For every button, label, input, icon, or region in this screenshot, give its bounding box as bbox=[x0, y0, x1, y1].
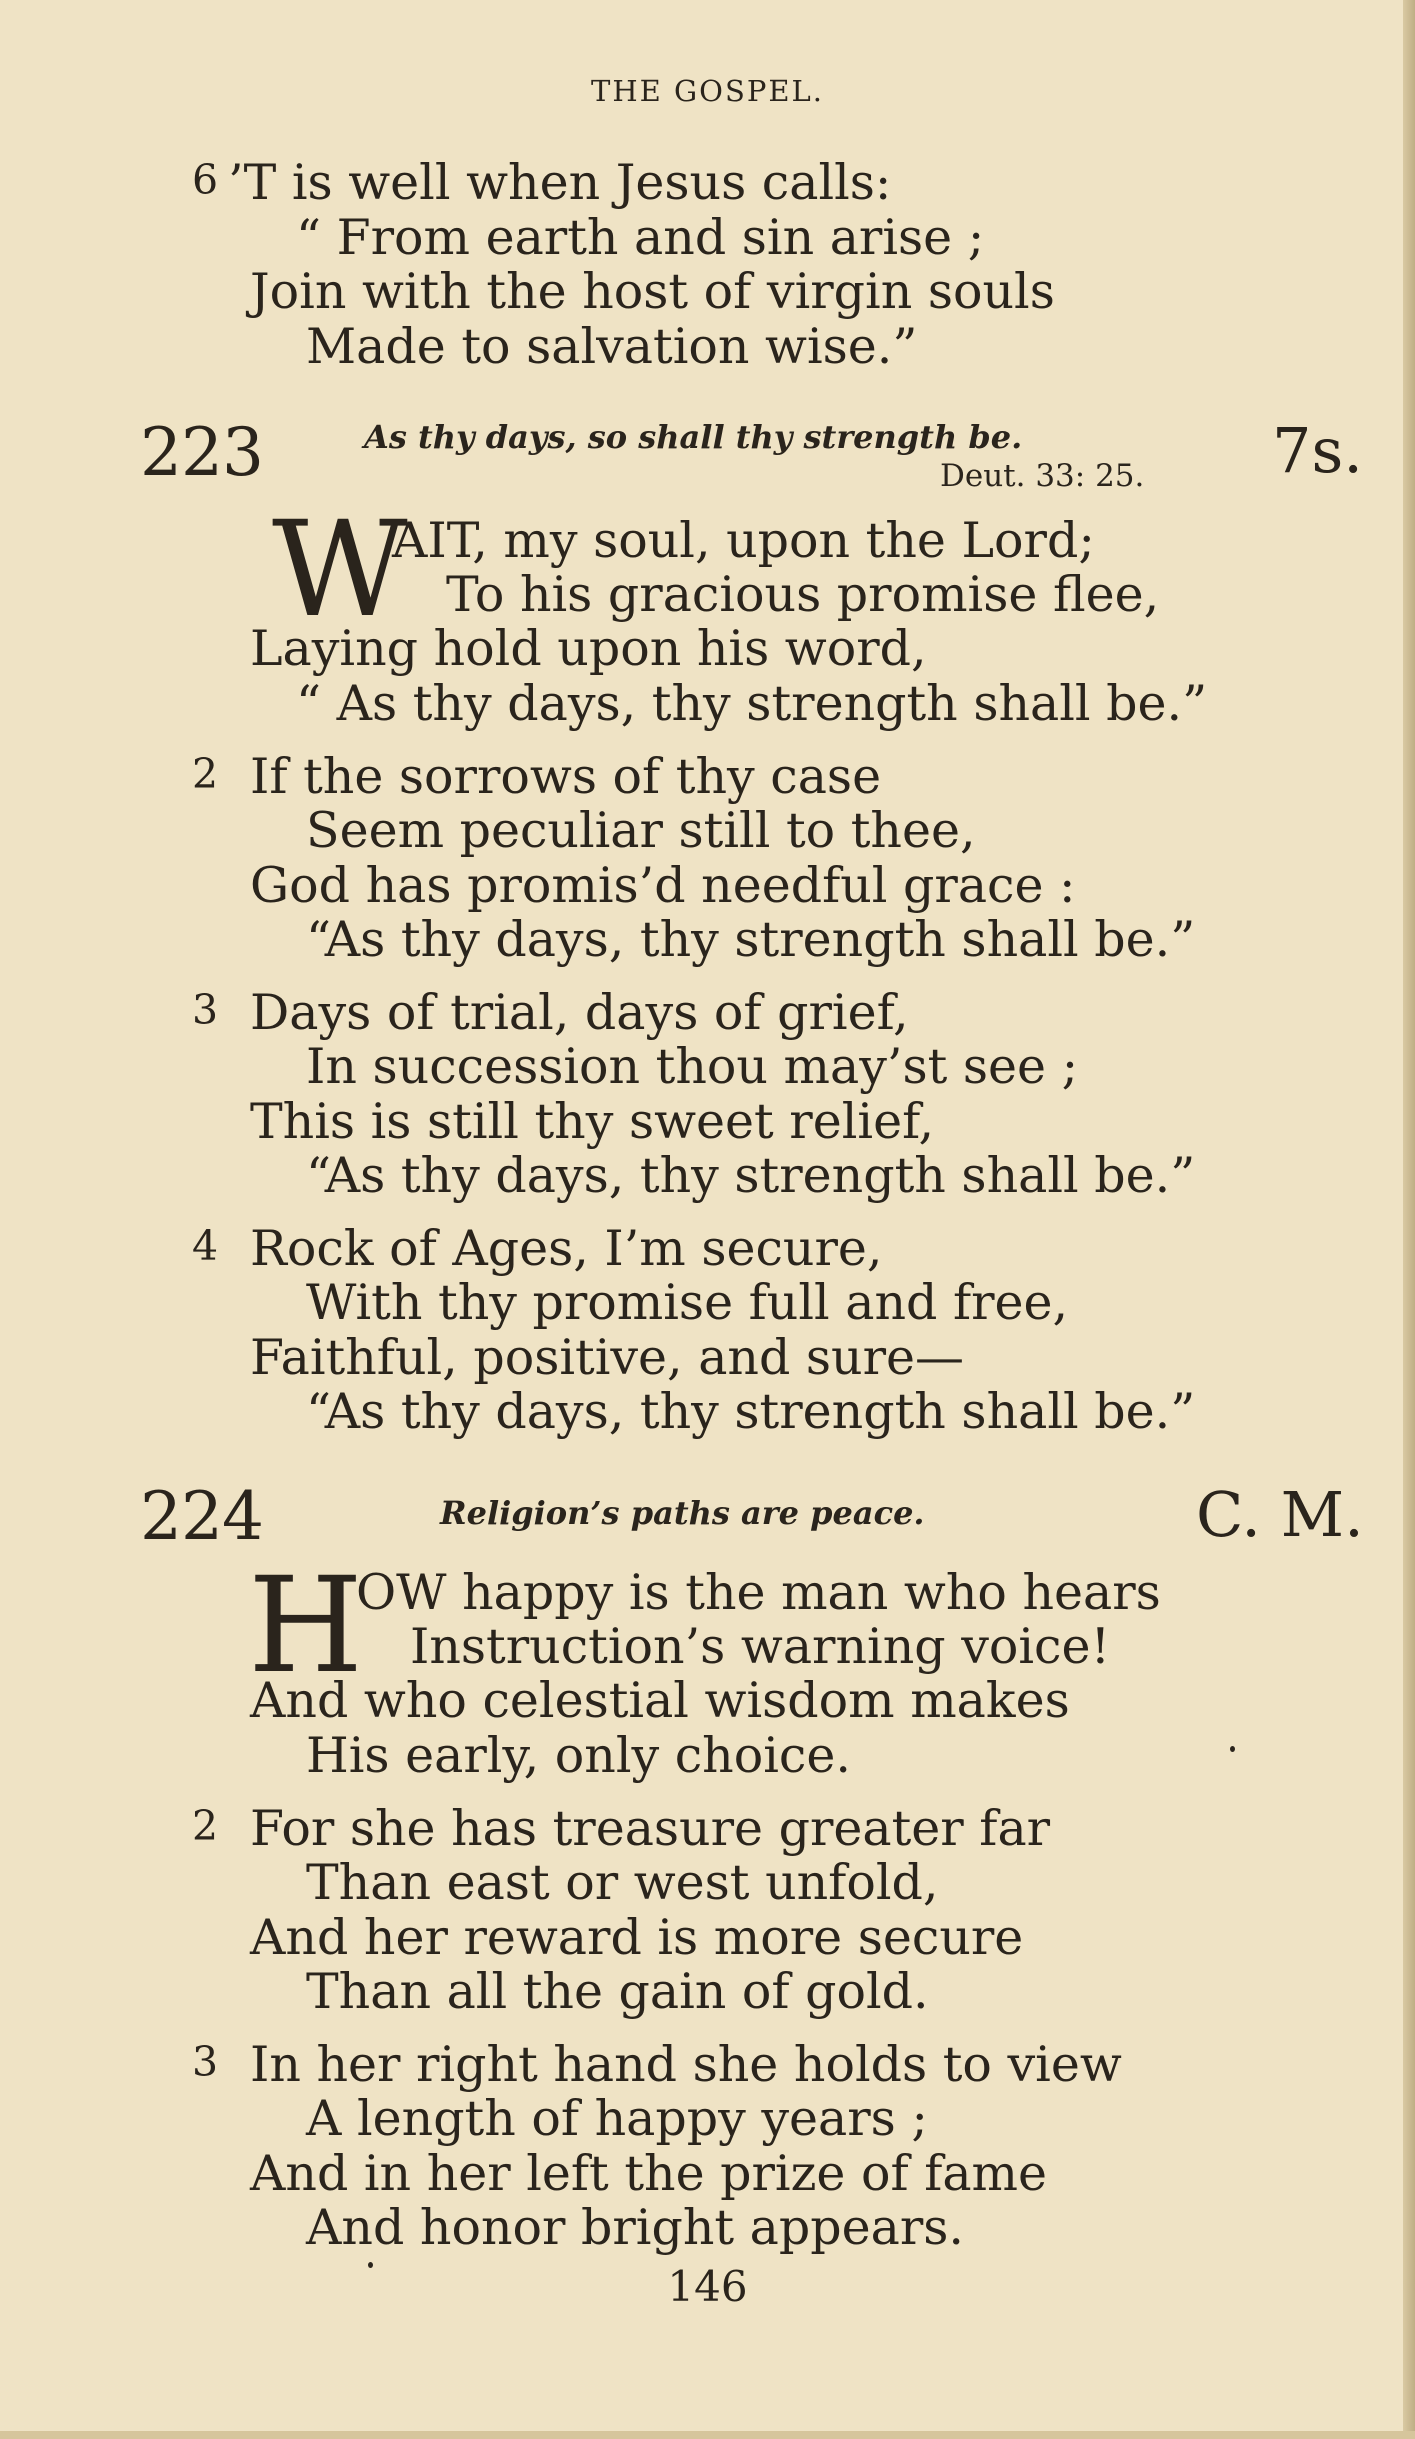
verse-line: Instruction’s warning voice! bbox=[410, 1618, 1111, 1675]
verse-line: And her reward is more secure bbox=[250, 1909, 1024, 1966]
verse-line: For she has treasure greater far bbox=[250, 1800, 1051, 1857]
verse-line: Made to salvation wise.” bbox=[306, 318, 918, 375]
stanza-number: 3 bbox=[192, 2038, 219, 2086]
stanza-number: 4 bbox=[192, 1222, 219, 1270]
hymn-meter: 7s. bbox=[1272, 414, 1363, 487]
drop-cap: W bbox=[272, 493, 408, 647]
page-edge-bottom bbox=[0, 2431, 1415, 2439]
verse-line: A length of happy years ; bbox=[306, 2090, 928, 2147]
verse-line: Laying hold upon his word, bbox=[250, 620, 927, 677]
scripture-reference: Deut. 33: 25. bbox=[940, 458, 1145, 494]
verse-line: Rock of Ages, I’m secure, bbox=[250, 1220, 883, 1277]
drop-cap: H bbox=[248, 1549, 364, 1703]
verse-line: Than east or west unfold, bbox=[306, 1854, 939, 1911]
hymn-meter: C. M. bbox=[1196, 1478, 1364, 1551]
verse-line: Join with the host of virgin souls bbox=[250, 263, 1055, 320]
verse-line: “As thy days, thy strength shall be.” bbox=[306, 1147, 1196, 1204]
stanza-number: 3 bbox=[192, 986, 219, 1034]
verse-line: Than all the gain of gold. bbox=[306, 1963, 929, 2020]
verse-line: Faithful, positive, and sure— bbox=[250, 1329, 965, 1386]
hymn-number: 223 bbox=[140, 414, 263, 491]
hymn-number: 224 bbox=[140, 1478, 263, 1555]
verse-line: “ From earth and sin arise ; bbox=[296, 209, 985, 266]
verse-line: “As thy days, thy strength shall be.” bbox=[306, 911, 1196, 968]
verse-line: In succession thou may’st see ; bbox=[306, 1038, 1079, 1095]
page-edge-right bbox=[1403, 0, 1415, 2439]
hymn-subtitle: Religion’s paths are peace. bbox=[440, 1494, 925, 1532]
verse-line: In her right hand she holds to view bbox=[250, 2036, 1122, 2093]
verse-line: ’T is well when Jesus calls: bbox=[228, 154, 892, 211]
verse-line: OW happy is the man who hears bbox=[356, 1564, 1161, 1621]
verse-line: God has promis’d needful grace : bbox=[250, 857, 1076, 914]
verse-line: And who celestial wisdom makes bbox=[250, 1672, 1070, 1729]
verse-line: With thy promise full and free, bbox=[306, 1274, 1069, 1331]
stanza-number: 2 bbox=[192, 750, 219, 798]
verse-line: “As thy days, thy strength shall be.” bbox=[306, 1383, 1196, 1440]
verse-line: And in her left the prize of fame bbox=[250, 2145, 1048, 2202]
verse-line: Seem peculiar still to thee, bbox=[306, 802, 976, 859]
verse-line: This is still thy sweet relief, bbox=[250, 1093, 935, 1150]
verse-line: Days of trial, days of grief, bbox=[250, 984, 909, 1041]
running-header: THE GOSPEL. bbox=[591, 74, 824, 108]
stanza-number: 2 bbox=[192, 1802, 219, 1850]
ink-speck bbox=[1230, 1746, 1235, 1752]
verse-line: To his gracious promise flee, bbox=[446, 566, 1160, 623]
verse-line: If the sorrows of thy case bbox=[250, 748, 882, 805]
stanza-number: 6 bbox=[192, 156, 219, 204]
verse-line: And honor bright appears. bbox=[306, 2199, 964, 2256]
hymn-subtitle: As thy days, so shall thy strength be. bbox=[364, 418, 1023, 456]
verse-line: AIT, my soul, upon the Lord; bbox=[392, 512, 1095, 569]
verse-line: “ As thy days, thy strength shall be.” bbox=[296, 675, 1208, 732]
page-number: 146 bbox=[667, 2262, 748, 2311]
verse-line: His early, only choice. bbox=[306, 1727, 851, 1784]
